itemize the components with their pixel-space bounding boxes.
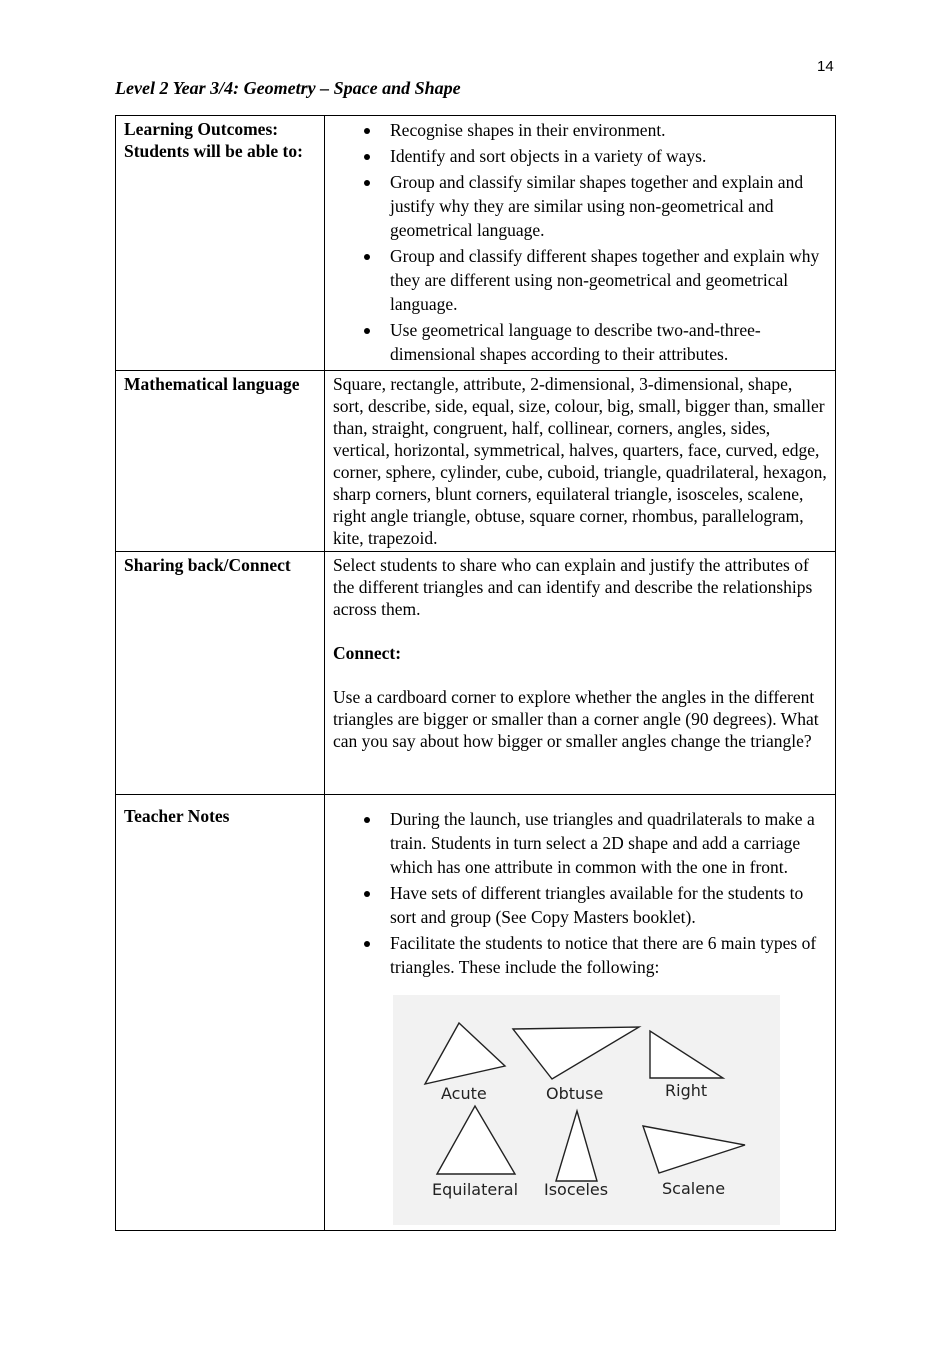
page-title: Level 2 Year 3/4: Geometry – Space and Shape [115, 78, 461, 98]
equilateral-triangle [437, 1106, 515, 1174]
list-item: Have sets of different triangles available for the students to sort and group (See Copy Masters booklet). [390, 881, 827, 929]
list-item: Use geometrical language to describe two-and-three-dimensional shapes according to their attributes. [390, 318, 827, 366]
mathematical-language-label: Mathematical language [116, 371, 325, 552]
isoceles-triangle [556, 1111, 597, 1181]
learning-outcomes-list [333, 118, 827, 366]
equilateral-label: Equilateral [432, 1180, 519, 1199]
isoceles-label: Isoceles [544, 1180, 609, 1199]
learning-outcomes-row [116, 116, 836, 371]
sharing-back-content [325, 552, 836, 795]
list-item: Group and classify different shapes together and explain why they are different using non-geometrical and geometrical language. [390, 244, 827, 316]
lesson-plan-table [115, 115, 836, 1231]
sharing-back-intro: Select students to share who can explain and justify the attributes of the different triangles and can identify and describe the relationships across them. [333, 555, 813, 619]
page-number: 14 [817, 58, 834, 75]
triangle-types-figure [393, 995, 780, 1225]
list-item: Facilitate the students to notice that there are 6 main types of triangles. These include the following: [390, 931, 827, 979]
learning-outcomes-content [325, 116, 836, 371]
list-item: Group and classify similar shapes together and explain and justify why they are similar using non-geometrical and geometrical language. [390, 170, 827, 242]
learning-outcomes-label: Learning Outcomes: Students will be able to: [116, 116, 325, 371]
obtuse-triangle [513, 1027, 639, 1079]
right-label: Right [665, 1081, 708, 1100]
mathematical-language-content [325, 371, 836, 552]
sharing-back-row [116, 552, 836, 795]
sharing-back-label: Sharing back/Connect [116, 552, 325, 795]
list-item: Identify and sort objects in a variety of ways. [390, 144, 827, 168]
acute-label: Acute [441, 1084, 487, 1103]
teacher-notes-list [333, 807, 827, 979]
mathematical-language-row [116, 371, 836, 552]
scalene-triangle [643, 1126, 745, 1173]
mathematical-language-text: Square, rectangle, attribute, 2-dimensional, 3-dimensional, shape, sort, describe, side, equal, size, colour, big, small, bigger than, smaller than, straight, congruent, half, collinear, corners, angles, sides, vertical, horizontal, symmetrical, halves, quarters, face, curved, edge, corner, sphere, cylinder, cube, cuboid, triangle, quadrilateral, hexagon, sharp corners, blunt corners, equilateral triangle, isosceles, scalene, right angle triangle, obtuse, square corner, rhombus, parallelogram, kite, trapezoid. [333, 374, 827, 548]
connect-text: Use a cardboard corner to explore whether the angles in the different triangles are bigger or smaller than a corner angle (90 degrees). What can you say about how bigger or smaller angles change the triangle? [333, 687, 819, 751]
list-item: During the launch, use triangles and quadrilaterals to make a train. Students in turn select a 2D shape and add a carriage which has one attribute in common with the one in front. [390, 807, 827, 879]
acute-triangle [425, 1023, 505, 1084]
scalene-label: Scalene [662, 1179, 726, 1198]
teacher-notes-content [325, 795, 836, 1231]
teacher-notes-row [116, 795, 836, 1231]
connect-heading: Connect: [333, 643, 402, 663]
list-item: Recognise shapes in their environment. [390, 118, 827, 142]
teacher-notes-label: Teacher Notes [116, 795, 325, 1231]
obtuse-label: Obtuse [546, 1084, 604, 1103]
right-triangle [650, 1031, 723, 1078]
